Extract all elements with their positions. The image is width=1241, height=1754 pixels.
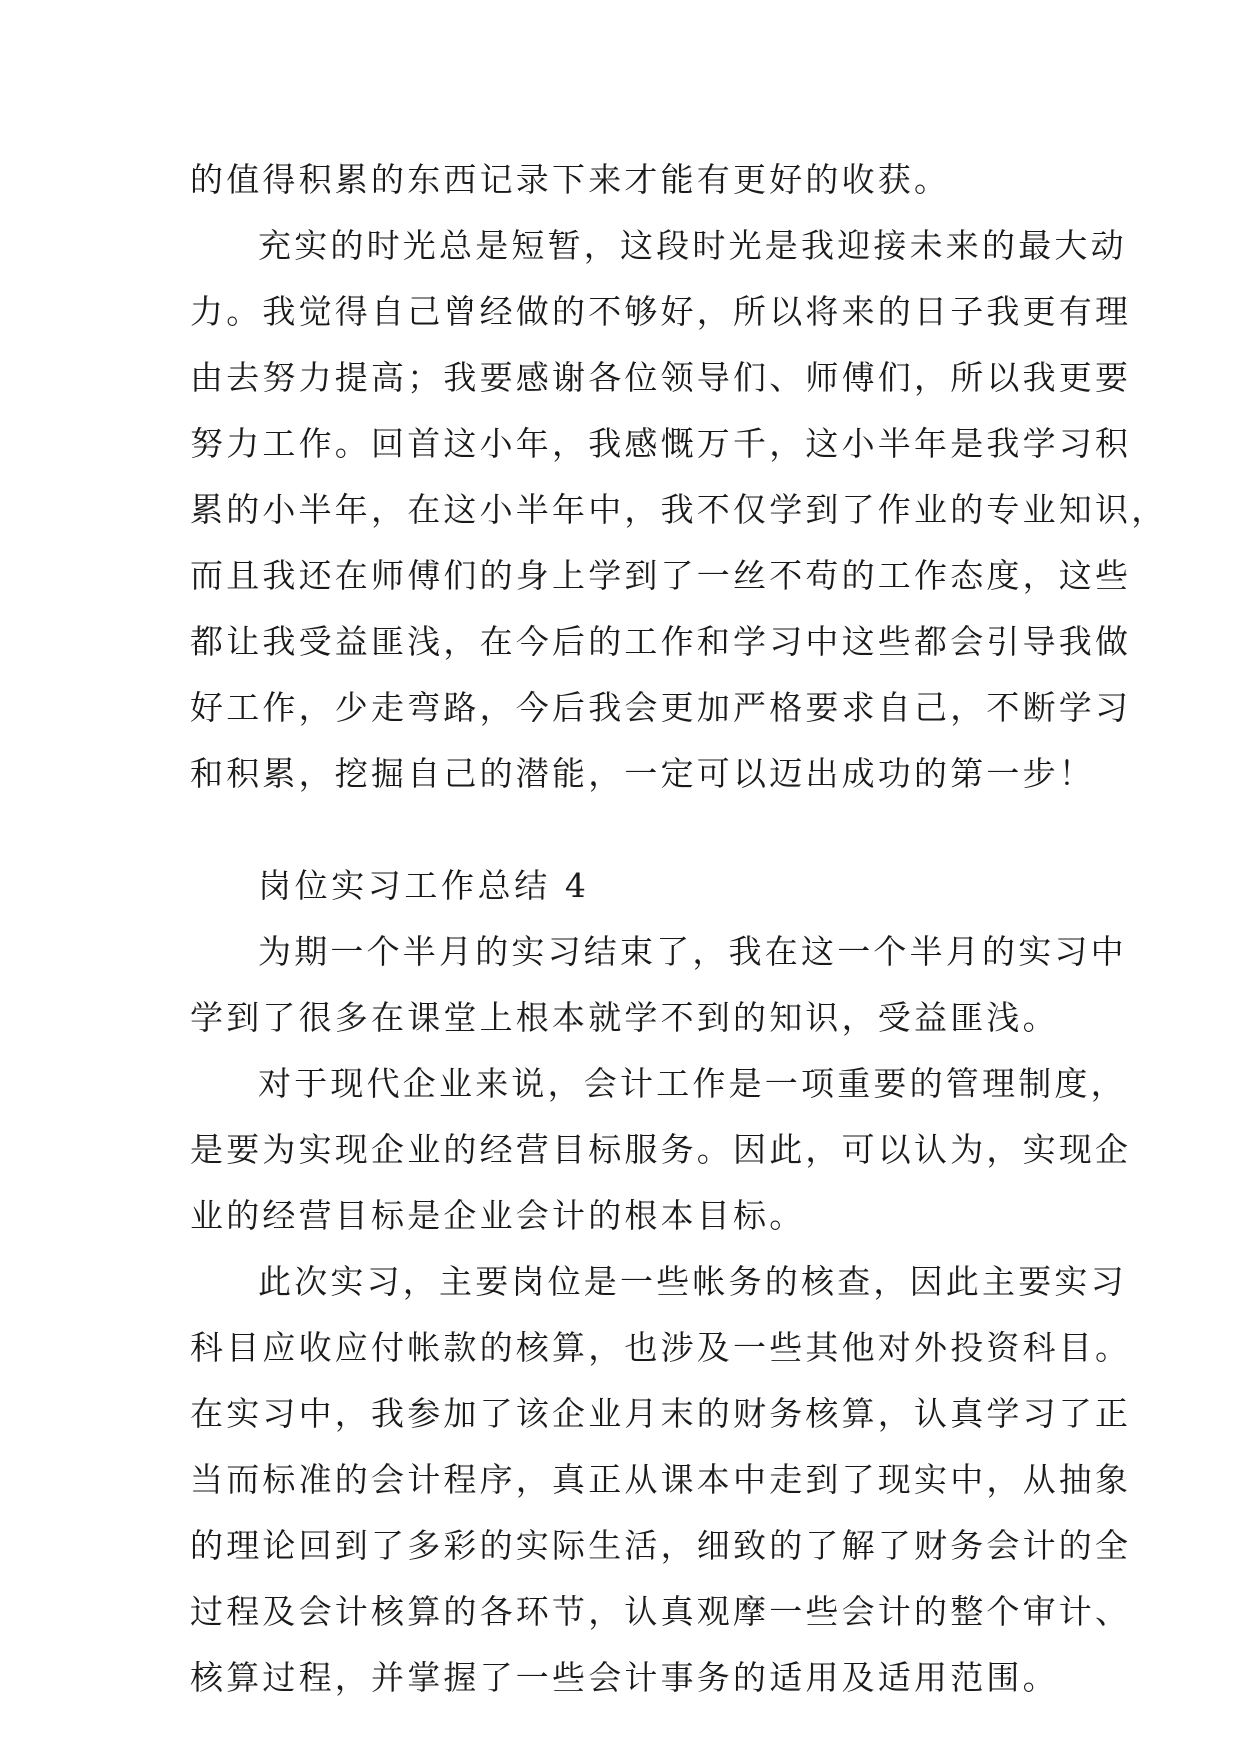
paragraph-line: 此次实习，主要岗位是一些帐务的核查，因此主要实习 [258,1262,1127,1301]
paragraph-line: 是要为实现企业的经营目标服务。因此，可以认为，实现企 [190,1130,1132,1169]
paragraph-line: 为期一个半月的实习结束了，我在这一个半月的实习中 [258,932,1127,971]
paragraph-line: 和积累，挖掘自己的潜能，一定可以迈出成功的第一步！ [190,754,1095,793]
paragraph-line: 学到了很多在课堂上根本就学不到的知识，受益匪浅。 [190,998,1059,1037]
paragraph-line: 过程及会计核算的各环节，认真观摩一些会计的整个审计、 [190,1592,1132,1631]
paragraph-line: 都让我受益匪浅，在今后的工作和学习中这些都会引导我做 [190,622,1132,661]
paragraph-line: 的值得积累的东西记录下来才能有更好的收获。 [190,160,951,199]
paragraph-line: 在实习中，我参加了该企业月末的财务核算，认真学习了正 [190,1394,1132,1433]
paragraph-line: 对于现代企业来说，会计工作是一项重要的管理制度， [258,1064,1127,1103]
paragraph-line: 而且我还在师傅们的身上学到了一丝不苟的工作态度，这些 [190,556,1132,595]
paragraph-line: 由去努力提高；我要感谢各位领导们、师傅们，所以我更要 [190,358,1132,397]
paragraph-line: 充实的时光总是短暂，这段时光是我迎接未来的最大动 [258,226,1127,265]
paragraph-line: 当而标准的会计程序，真正从课本中走到了现实中，从抽象 [190,1460,1132,1499]
paragraph-line: 好工作，少走弯路，今后我会更加严格要求自己，不断学习 [190,688,1132,727]
paragraph-line: 累的小半年，在这小半年中，我不仅学到了作业的专业知识， [190,490,1168,529]
paragraph-line: 业的经营目标是企业会计的根本目标。 [190,1196,806,1235]
paragraph-line: 力。我觉得自己曾经做的不够好，所以将来的日子我更有理 [190,292,1132,331]
paragraph-line: 科目应收应付帐款的核算，也涉及一些其他对外投资科目。 [190,1328,1132,1367]
paragraph-line: 核算过程，并掌握了一些会计事务的适用及适用范围。 [190,1658,1059,1697]
paragraph-line: 努力工作。回首这小年，我感慨万千，这小半年是我学习积 [190,424,1132,463]
paragraph-line: 的理论回到了多彩的实际生活，细致的了解了财务会计的全 [190,1526,1132,1565]
section-heading: 岗位实习工作总结 4 [258,866,590,905]
